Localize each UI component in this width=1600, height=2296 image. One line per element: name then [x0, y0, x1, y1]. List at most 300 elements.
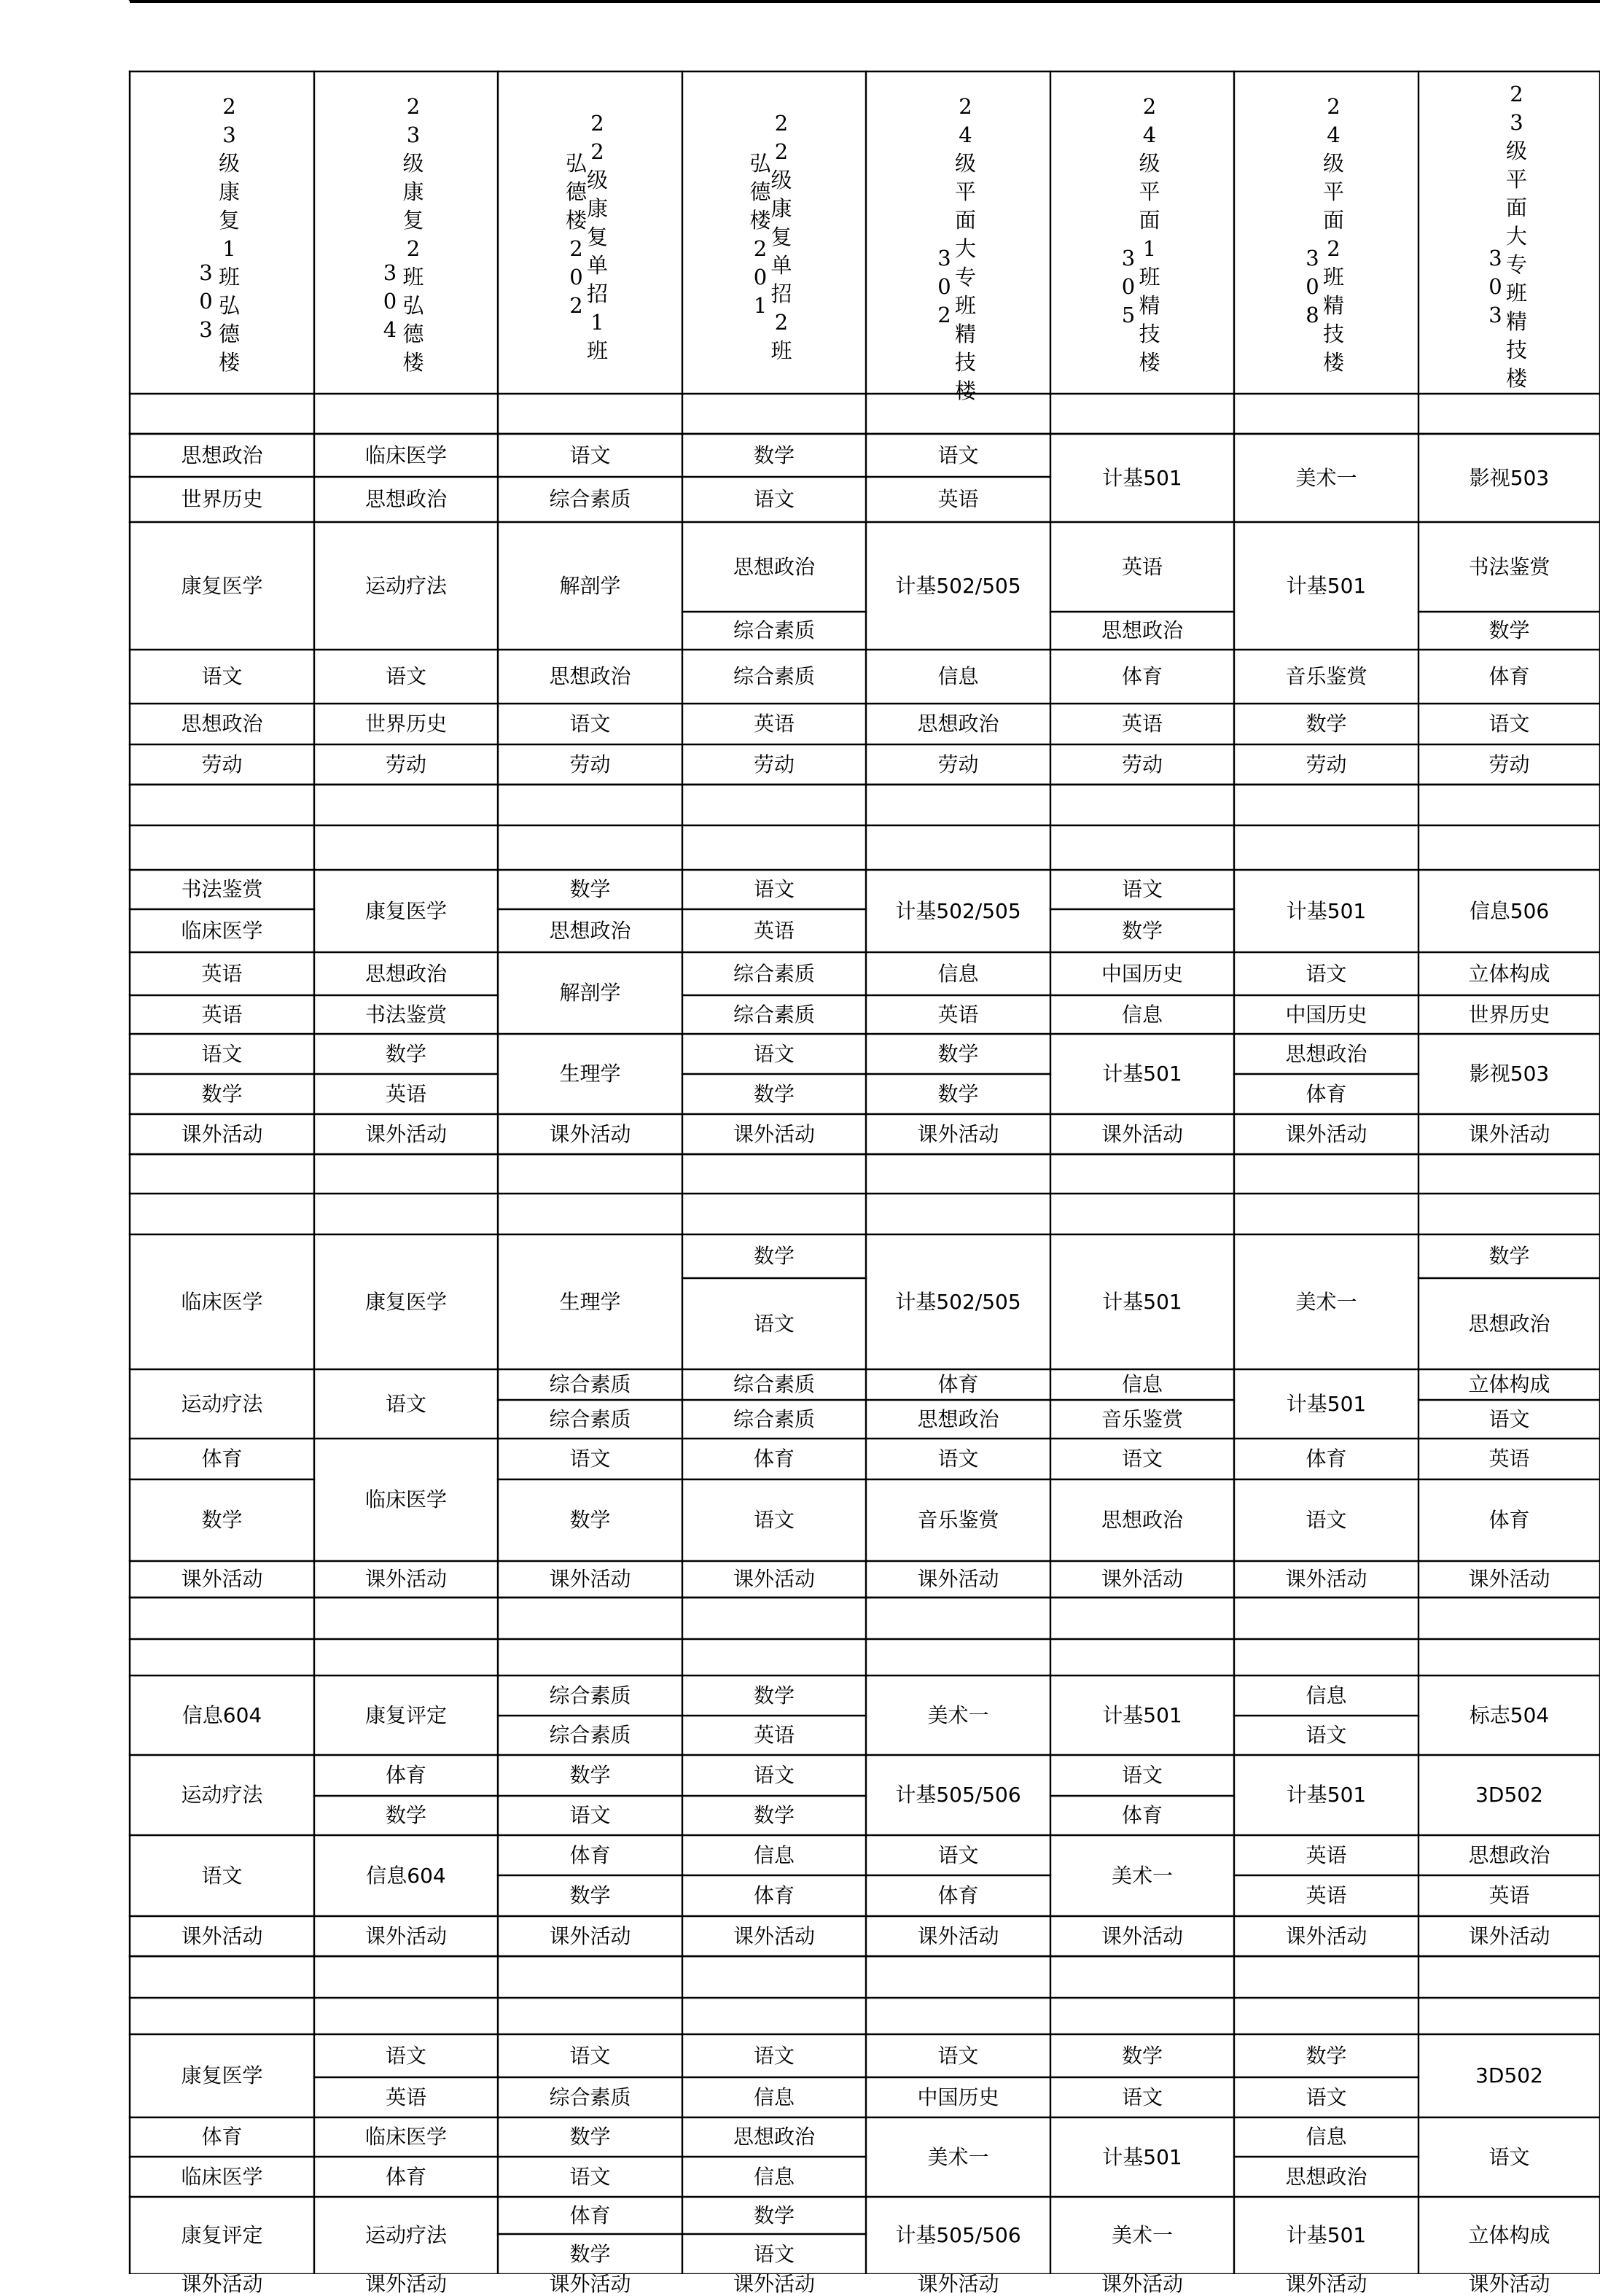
table-cell: 语文 [569, 1803, 611, 1827]
header-char: 4 [959, 122, 972, 147]
column-header-room-6 [1117, 244, 1139, 330]
table-cell: 语文 [753, 2043, 795, 2068]
table-cell: 思想政治 [549, 918, 631, 943]
header-char: 级 [770, 168, 792, 192]
table-cell: 语文 [569, 712, 611, 736]
table-cell: 语文 [385, 664, 426, 688]
table-cell: 数学 [753, 2203, 795, 2227]
table-cell: 体育 [1488, 1508, 1530, 1532]
table-cell: 美术一 [1295, 1289, 1357, 1314]
table-cell: 思想政治 [917, 1406, 999, 1431]
table-cell: 英语 [753, 712, 795, 736]
table-cell: 立体构成 [1468, 961, 1550, 986]
header-char: 楼 [1139, 350, 1160, 375]
table-cell: 书法鉴赏 [364, 1002, 447, 1027]
table-cell: 标志504 [1469, 1702, 1550, 1727]
table-cell: 中国历史 [917, 2085, 999, 2109]
table-cell: 课外活动 [733, 1567, 815, 1591]
header-char: 5 [1121, 303, 1136, 327]
header-char: 精 [1322, 293, 1344, 318]
table-cell: 思想政治 [181, 443, 263, 467]
table-cell: 信息 [1306, 2125, 1347, 2149]
header-char: 平 [1322, 179, 1344, 204]
header-char: 专 [1505, 252, 1527, 277]
table-cell: 计基501 [1102, 1289, 1182, 1314]
header-char: 0 [1306, 274, 1319, 299]
table-cell: 生理学 [559, 1062, 621, 1086]
table-cell: 体育 [569, 1842, 611, 1867]
table-cell: 信息604 [182, 1702, 262, 1727]
column-header-room-7 [1302, 244, 1324, 330]
header-char: 4 [1327, 122, 1341, 147]
table-cell: 体育 [753, 1447, 795, 1471]
table-cell: 信息 [937, 664, 979, 688]
table-cell: 语文 [937, 443, 979, 467]
table-cell: 英语 [1306, 1883, 1347, 1907]
table-cell: 语文 [937, 1842, 979, 1867]
table-cell: 世界历史 [1468, 1002, 1550, 1027]
header-char: 德 [402, 322, 424, 346]
header-char: 1 [222, 236, 236, 261]
table-cell: 康复医学 [181, 2063, 263, 2087]
table-cell: 数学 [569, 1508, 611, 1532]
table-cell: 综合素质 [733, 618, 815, 642]
header-char: 2 [937, 303, 951, 327]
table-cell: 语文 [753, 1041, 795, 1066]
header-char: 3 [1488, 303, 1502, 327]
table-cell: 综合素质 [549, 487, 631, 511]
header-char: 班 [1322, 265, 1344, 289]
header-char: 3 [406, 122, 421, 147]
table-cell: 数学 [1488, 1244, 1530, 1268]
table-cell: 劳动 [1306, 752, 1347, 777]
table-cell: 课外活动 [917, 1567, 999, 1591]
table-cell: 信息604 [366, 1863, 446, 1888]
table-cell: 3D502 [1475, 1783, 1543, 1807]
table-cell: 课外活动 [1285, 2272, 1367, 2296]
column-header-7 [1323, 93, 1345, 377]
table-cell: 音乐鉴赏 [1101, 1406, 1183, 1431]
table-cell: 语文 [201, 1863, 243, 1888]
table-cell: 康复评定 [364, 1702, 447, 1727]
table-cell: 临床医学 [364, 443, 447, 467]
table-cell: 信息 [1121, 1002, 1163, 1027]
table-cell: 数学 [569, 2125, 611, 2149]
header-char: 康 [402, 179, 424, 204]
table-cell: 语文 [1121, 877, 1163, 901]
table-cell: 思想政治 [1468, 1842, 1550, 1867]
header-char: 平 [1505, 167, 1527, 192]
table-cell: 计基501 [1286, 573, 1367, 598]
table-cell: 立体构成 [1468, 1372, 1550, 1396]
header-char: 楼 [402, 350, 424, 375]
header-char: 2 [569, 293, 583, 318]
header-char: 德 [565, 179, 587, 204]
header-char: 2 [774, 139, 789, 164]
table-cell: 语文 [753, 1508, 795, 1532]
table-cell: 音乐鉴赏 [1285, 664, 1367, 688]
header-char: 级 [586, 168, 608, 192]
table-cell: 课外活动 [1285, 1121, 1367, 1146]
header-char: 3 [1121, 246, 1136, 271]
table-cell: 数学 [201, 1508, 243, 1532]
table-cell: 数学 [753, 1244, 795, 1268]
table-cell: 数学 [569, 1763, 611, 1787]
table-cell: 生理学 [559, 1289, 621, 1314]
table-cell: 临床医学 [181, 2164, 263, 2189]
header-char: 单 [586, 253, 608, 278]
table-cell: 数学 [753, 1081, 795, 1106]
table-cell: 数学 [753, 1803, 795, 1827]
header-char: 级 [1505, 139, 1527, 163]
table-cell: 语文 [385, 1391, 426, 1416]
header-char: 单 [770, 253, 792, 278]
header-char: 4 [383, 317, 397, 342]
table-cell: 体育 [753, 1883, 795, 1907]
table-cell: 计基501 [1286, 2223, 1367, 2247]
table-cell: 课外活动 [1468, 1567, 1550, 1591]
table-cell: 综合素质 [549, 1406, 631, 1431]
column-header-room-8 [1485, 244, 1507, 330]
table-cell: 语文 [937, 2043, 979, 2068]
table-cell: 体育 [937, 1883, 979, 1907]
header-char: 面 [1139, 208, 1160, 233]
table-cell: 美术一 [927, 1702, 989, 1727]
table-cell: 思想政治 [1285, 2164, 1367, 2189]
header-char: 0 [1121, 274, 1136, 299]
table-cell: 中国历史 [1101, 961, 1183, 986]
table-cell: 信息 [1306, 1683, 1347, 1708]
header-char: 复 [402, 208, 424, 233]
table-cell: 思想政治 [364, 487, 447, 511]
table-cell: 综合素质 [733, 1372, 815, 1396]
table-cell: 综合素质 [549, 2085, 631, 2109]
table-cell: 计基501 [1102, 1702, 1182, 1727]
table-cell: 计基502/505 [895, 573, 1021, 598]
header-char: 3 [199, 260, 213, 285]
header-char: 复 [218, 208, 240, 233]
header-char: 2 [590, 111, 604, 136]
table-cell: 课外活动 [549, 1567, 631, 1591]
table-cell: 英语 [385, 2085, 426, 2109]
header-char: 0 [1488, 274, 1502, 299]
table-cell: 劳动 [1121, 752, 1163, 777]
header-char: 班 [402, 265, 424, 289]
table-cell: 运动疗法 [364, 573, 447, 598]
column-header-5 [955, 93, 977, 405]
header-char: 面 [954, 208, 976, 233]
table-cell: 体育 [1306, 1447, 1347, 1471]
table-cell: 数学 [569, 2241, 611, 2266]
table-cell: 课外活动 [1285, 1567, 1367, 1591]
header-char: 复 [770, 225, 792, 249]
table-cell: 课外活动 [733, 2272, 815, 2296]
table-cell: 解剖学 [559, 981, 621, 1005]
header-char: 康 [218, 179, 240, 204]
table-cell: 语文 [1488, 712, 1530, 736]
table-cell: 运动疗法 [181, 1783, 263, 1807]
table-cell: 美术一 [1111, 2223, 1173, 2247]
header-char: 2 [1327, 94, 1341, 119]
table-cell: 影视503 [1469, 1062, 1550, 1086]
table-cell: 综合素质 [549, 1723, 631, 1747]
table-cell: 数学 [569, 877, 611, 901]
header-char: 楼 [1322, 350, 1344, 375]
table-cell: 综合素质 [549, 1372, 631, 1396]
column-header-room-5 [934, 244, 956, 330]
header-char: 0 [753, 265, 768, 289]
header-char: 班 [770, 338, 792, 363]
table-cell: 英语 [1306, 1842, 1347, 1867]
table-cell: 美术一 [1111, 1863, 1173, 1888]
table-cell: 课外活动 [1468, 1923, 1550, 1948]
table-cell: 综合素质 [733, 961, 815, 986]
header-char: 弘 [565, 151, 587, 176]
table-cell: 信息 [753, 1842, 795, 1867]
table-cell: 运动疗法 [364, 2223, 447, 2247]
header-char: 级 [1139, 151, 1160, 176]
header-char: 2 [774, 111, 789, 136]
table-cell: 运动疗法 [181, 1391, 263, 1416]
table-cell: 课外活动 [1101, 1121, 1183, 1146]
table-cell: 语文 [753, 487, 795, 511]
table-cell: 计基501 [1102, 2144, 1182, 2169]
table-cell: 课外活动 [549, 1923, 631, 1948]
table-cell: 课外活动 [181, 1923, 263, 1948]
table-cell: 课外活动 [181, 1567, 263, 1591]
table-cell: 语文 [1488, 1406, 1530, 1431]
header-char: 级 [218, 151, 240, 176]
table-cell: 康复医学 [364, 898, 447, 923]
table-cell: 课外活动 [364, 2272, 447, 2296]
table-cell: 课外活动 [364, 1121, 447, 1146]
table-cell: 中国历史 [1285, 1002, 1367, 1027]
table-cell: 计基502/505 [895, 1289, 1021, 1314]
table-cell: 英语 [753, 1723, 795, 1747]
table-cell: 计基501 [1102, 1062, 1182, 1086]
table-cell: 体育 [937, 1372, 979, 1396]
header-char: 3 [383, 260, 397, 285]
table-cell: 思想政治 [181, 712, 263, 736]
header-char: 2 [406, 236, 421, 261]
table-cell: 体育 [1488, 664, 1530, 688]
header-char: 弘 [749, 151, 771, 176]
header-char: 3 [1306, 246, 1319, 271]
table-cell: 英语 [937, 487, 979, 511]
table-cell: 英语 [1121, 554, 1163, 579]
column-header-3 [587, 109, 609, 365]
header-char: 班 [218, 265, 240, 289]
table-cell: 课外活动 [733, 1923, 815, 1948]
table-cell: 解剖学 [559, 573, 621, 598]
table-cell: 世界历史 [181, 487, 263, 511]
table-cell: 美术一 [1295, 465, 1357, 490]
table-cell: 语文 [1488, 2144, 1530, 2169]
table-cell: 课外活动 [917, 1121, 999, 1146]
header-char: 2 [1510, 82, 1523, 106]
table-cell: 思想政治 [1101, 1508, 1183, 1532]
table-cell: 课外活动 [549, 2272, 631, 2296]
table-cell: 语文 [753, 1311, 795, 1336]
table-cell: 英语 [201, 961, 243, 986]
table-cell: 思想政治 [1101, 618, 1183, 642]
table-cell: 课外活动 [917, 1923, 999, 1948]
header-char: 2 [774, 310, 789, 335]
table-cell: 体育 [1121, 664, 1163, 688]
table-cell: 思想政治 [1468, 1311, 1550, 1336]
table-cell: 数学 [385, 1041, 426, 1066]
header-char: 复 [586, 225, 608, 249]
table-cell: 课外活动 [364, 1567, 447, 1591]
table-cell: 体育 [201, 1447, 243, 1471]
table-cell: 数学 [1121, 918, 1163, 943]
table-cell: 体育 [385, 1763, 426, 1787]
header-char: 弘 [402, 293, 424, 318]
table-cell: 康复评定 [181, 2223, 263, 2247]
table-cell: 信息 [937, 961, 979, 986]
header-char: 班 [1139, 265, 1160, 289]
header-char: 2 [406, 94, 421, 119]
table-cell: 英语 [1488, 1883, 1530, 1907]
table-cell: 数学 [1306, 712, 1347, 736]
table-cell: 康复医学 [364, 1289, 447, 1314]
header-char: 2 [753, 236, 768, 261]
table-cell: 思想政治 [549, 664, 631, 688]
table-cell: 英语 [201, 1002, 243, 1027]
table-cell: 课外活动 [181, 1121, 263, 1146]
table-cell: 劳动 [937, 752, 979, 777]
table-cell: 数学 [1306, 2043, 1347, 2068]
table-cell: 体育 [1121, 1803, 1163, 1827]
table-cell: 英语 [753, 918, 795, 943]
table-cell: 信息 [1121, 1372, 1163, 1396]
table-cell: 语文 [1306, 1508, 1347, 1532]
table-cell: 课外活动 [917, 2272, 999, 2296]
header-char: 8 [1306, 303, 1319, 327]
header-char: 大 [954, 236, 976, 261]
table-cell: 计基502/505 [895, 898, 1021, 923]
header-char: 3 [1510, 110, 1523, 135]
header-char: 级 [1322, 151, 1344, 176]
header-char: 精 [954, 322, 976, 346]
table-cell: 英语 [1488, 1447, 1530, 1471]
table-cell: 语文 [753, 1763, 795, 1787]
table-cell: 课外活动 [1101, 1923, 1183, 1948]
header-char: 技 [1322, 322, 1344, 346]
header-char: 平 [1139, 179, 1160, 204]
table-cell: 计基501 [1286, 898, 1367, 923]
table-cell: 临床医学 [181, 918, 263, 943]
header-char: 3 [199, 317, 213, 342]
table-cell: 临床医学 [181, 1289, 263, 1314]
table-cell: 立体构成 [1468, 2223, 1550, 2247]
header-char: 4 [1142, 122, 1157, 147]
table-cell: 语文 [385, 2043, 426, 2068]
table-cell: 劳动 [753, 752, 795, 777]
table-cell: 课外活动 [1101, 1567, 1183, 1591]
table-cell: 体育 [201, 2125, 243, 2149]
header-char: 技 [1139, 322, 1160, 346]
header-char: 大 [1505, 224, 1527, 249]
table-cell: 课外活动 [1468, 2272, 1550, 2296]
header-char: 1 [1142, 236, 1157, 261]
table-cell: 英语 [1121, 712, 1163, 736]
table-cell: 语文 [569, 2043, 611, 2068]
table-cell: 临床医学 [364, 1487, 447, 1511]
table-cell: 课外活动 [1468, 1121, 1550, 1146]
table-cell: 劳动 [201, 752, 243, 777]
table-cell: 信息506 [1469, 898, 1550, 923]
table-cell: 计基501 [1286, 1391, 1367, 1416]
table-cell: 语文 [569, 2164, 611, 2189]
table-cell: 世界历史 [364, 712, 447, 736]
table-cell: 劳动 [569, 752, 611, 777]
header-char: 2 [1142, 94, 1157, 119]
column-header-room-1 [195, 259, 217, 344]
table-cell: 语文 [569, 443, 611, 467]
header-char: 康 [770, 196, 792, 221]
table-cell: 综合素质 [733, 664, 815, 688]
table-cell: 课外活动 [1101, 2272, 1183, 2296]
table-cell: 数学 [1121, 2043, 1163, 2068]
table-cell: 语文 [569, 1447, 611, 1471]
table-cell: 语文 [1306, 2085, 1347, 2109]
header-char: 精 [1505, 309, 1527, 334]
header-char: 1 [753, 293, 768, 318]
table-cell: 语文 [1121, 1763, 1163, 1787]
header-char: 2 [1327, 236, 1341, 261]
table-cell: 体育 [569, 2203, 611, 2227]
table-cell: 课外活动 [364, 1923, 447, 1948]
table-cell: 综合素质 [733, 1406, 815, 1431]
table-cell: 课外活动 [733, 1121, 815, 1146]
table-cell: 综合素质 [733, 1002, 815, 1027]
table-cell: 课外活动 [1285, 1923, 1367, 1948]
table-cell: 康复医学 [181, 573, 263, 598]
table-cell: 思想政治 [733, 554, 815, 579]
column-header-6 [1139, 93, 1160, 377]
header-char: 2 [569, 236, 583, 261]
header-char: 技 [954, 350, 976, 375]
table-cell: 临床医学 [364, 2125, 447, 2149]
table-cell: 美术一 [927, 2144, 989, 2169]
column-header-4 [770, 109, 792, 365]
header-char: 1 [590, 310, 604, 335]
header-char: 面 [1322, 208, 1344, 233]
table-cell: 书法鉴赏 [181, 877, 263, 901]
table-cell: 计基501 [1286, 1783, 1367, 1807]
column-header-room-2 [379, 259, 401, 344]
table-cell: 语文 [1306, 961, 1347, 986]
header-char: 0 [199, 289, 213, 314]
table-cell: 语文 [201, 664, 243, 688]
header-char: 弘 [218, 293, 240, 318]
header-char: 班 [586, 338, 608, 363]
table-cell: 数学 [753, 443, 795, 467]
table-cell: 语文 [753, 2241, 795, 2266]
table-cell: 数学 [569, 1883, 611, 1907]
header-char: 康 [586, 196, 608, 221]
header-char: 专 [954, 265, 976, 289]
table-cell: 语文 [1121, 1447, 1163, 1471]
table-cell: 数学 [385, 1803, 426, 1827]
header-char: 0 [937, 274, 951, 299]
table-cell: 信息 [753, 2085, 795, 2109]
table-cell: 课外活动 [549, 1121, 631, 1146]
header-char: 2 [590, 139, 604, 164]
table-cell: 综合素质 [549, 1683, 631, 1708]
table-cell: 语文 [1306, 1723, 1347, 1747]
